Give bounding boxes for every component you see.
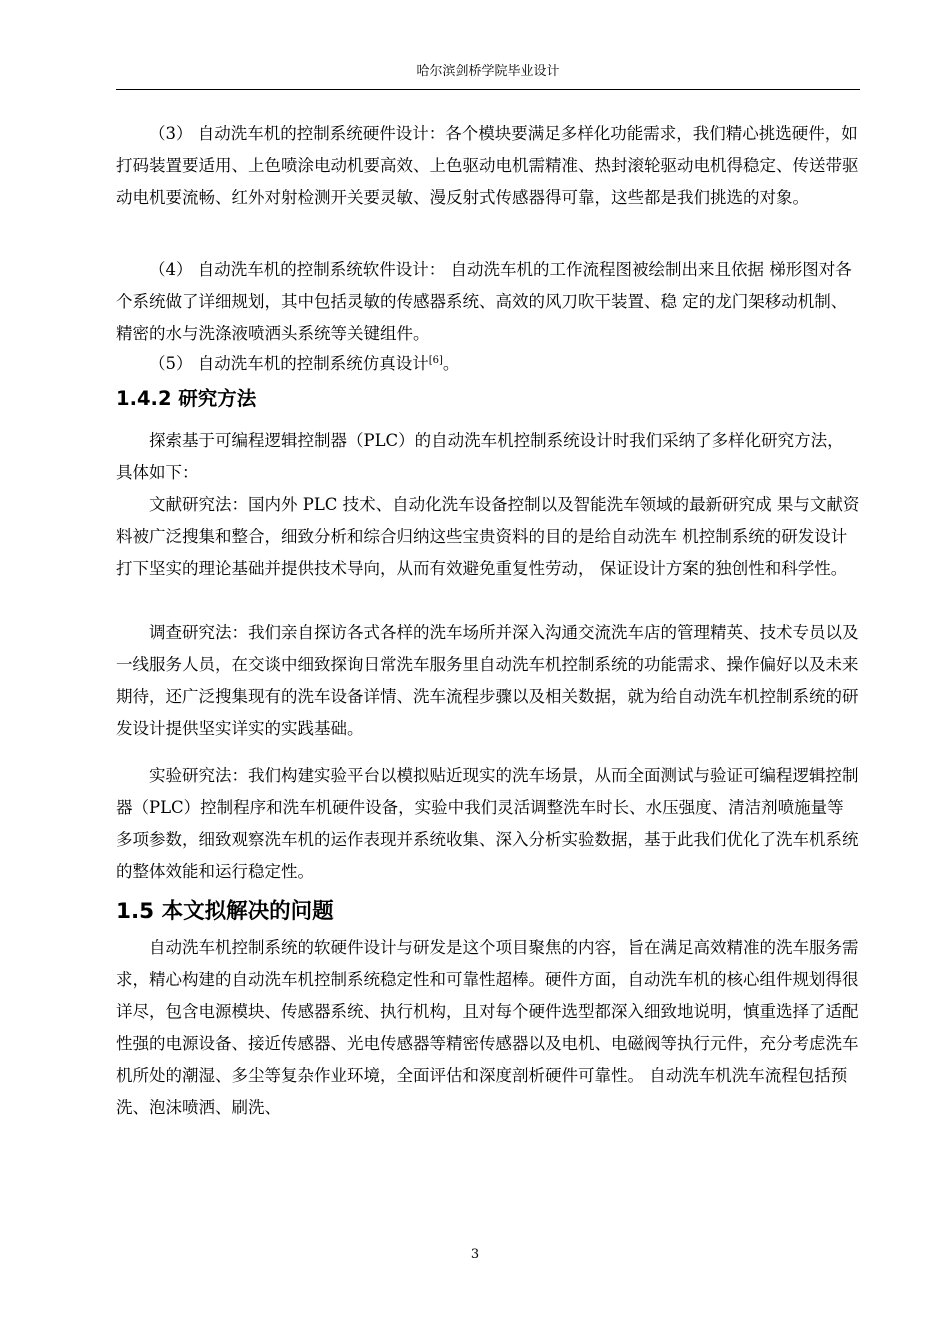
citation-ref: [6] [428,355,443,366]
section-heading-1-5: 1.5 本文拟解决的问题 [116,899,334,924]
paragraph-experiment-method: 实验研究法：我们构建实验平台以模拟贴近现实的洗车场景，从而全面测试与验证可编程逻辑控制器（PLC）控制程序和洗车机硬件设备，实验中我们灵活调整洗车时长、水压强度、清洁剂喷施量等多项参数，细致观察洗车机的运作表现并系统收集、深入分析实验数据，基于此我们优化了洗车机系统的整体效能和运行稳定性。 [116,766,859,881]
simulation-design-text: （5） 自动洗车机的控制系统仿真设计 [149,354,429,373]
paragraph-literature-method: 文献研究法：国内外 PLC 技术、自动化洗车设备控制以及智能洗车领域的最新研究成 果与文献资料被广泛搜集和整合，细致分析和综合归纳这些宝贵资料的目的是给自动洗车 机控制系统的研发设计打下坚实的理论基础并提供技术导向，从而有效避免重复性劳动， 保证设计方案的独创性和科学性。 [116,495,860,578]
paragraph-survey-method: 调查研究法：我们亲自探访各式各样的洗车场所并深入沟通交流洗车店的管理精英、技术专员以及一线服务人员，在交谈中细致探询日常洗车服务里自动洗车机控制系统的功能需求、操作偏好以及未来期待，还广泛搜集现有的洗车设备详情、洗车流程步骤以及相关数据，就为给自动洗车机控制系统的研发设计提供坚实详实的实践基础。 [116,623,859,738]
section-heading-1-4-2: 1.4.2 研究方法 [116,387,257,410]
paragraph-problem-statement: 自动洗车机控制系统的软硬件设计与研发是这个项目聚焦的内容，旨在满足高效精准的洗车服务需求，精心构建的自动洗车机控制系统稳定性和可靠性超棒。硬件方面，自动洗车机的核心组件规划得很详尽，包含电源模块、传感器系统、执行机构，且对每个硬件选型都深入细致地说明，慎重选择了适配性强的电源设备、接近传感器、光电传感器等精密传感器以及电机、电磁阀等执行元件，充分考虑洗车机所处的潮湿、多尘等复杂作业环境，全面评估和深度剖析硬件可靠性。 自动洗车机洗车流程包括预洗、泡沫喷洒、刷洗、 [116,938,859,1117]
header-divider [116,89,860,90]
simulation-design-end: 。 [442,354,460,373]
paragraph-hardware-design: （3） 自动洗车机的控制系统硬件设计：各个模块要满足多样化功能需求，我们精心挑选硬件，如打码装置要适用、上色喷涂电动机要高效、上色驱动电机需精准、热封滚轮驱动电机得稳定、传送带驱动电机要流畅、红外对射检测开关要灵敏、漫反射式传感器得可靠，这些都是我们挑选的对象。 [116,124,859,207]
paragraph-software-design: （4） 自动洗车机的控制系统软件设计： 自动洗车机的工作流程图被绘制出来且依据 梯形图对各个系统做了详细规划，其中包括灵敏的传感器系统、高效的风刀吹干装置、稳 定的龙门架移动机制、精密的水与洗涤液喷洒头系统等关键组件。 [116,260,852,343]
page-header: 哈尔滨剑桥学院毕业设计 [416,64,560,79]
page-number: 3 [470,1247,480,1262]
paragraph-simulation-design [116,348,860,380]
paragraph-methods-intro: 探索基于可编程逻辑控制器（PLC）的自动洗车机控制系统设计时我们采纳了多样化研究方法，具体如下： [116,431,844,482]
